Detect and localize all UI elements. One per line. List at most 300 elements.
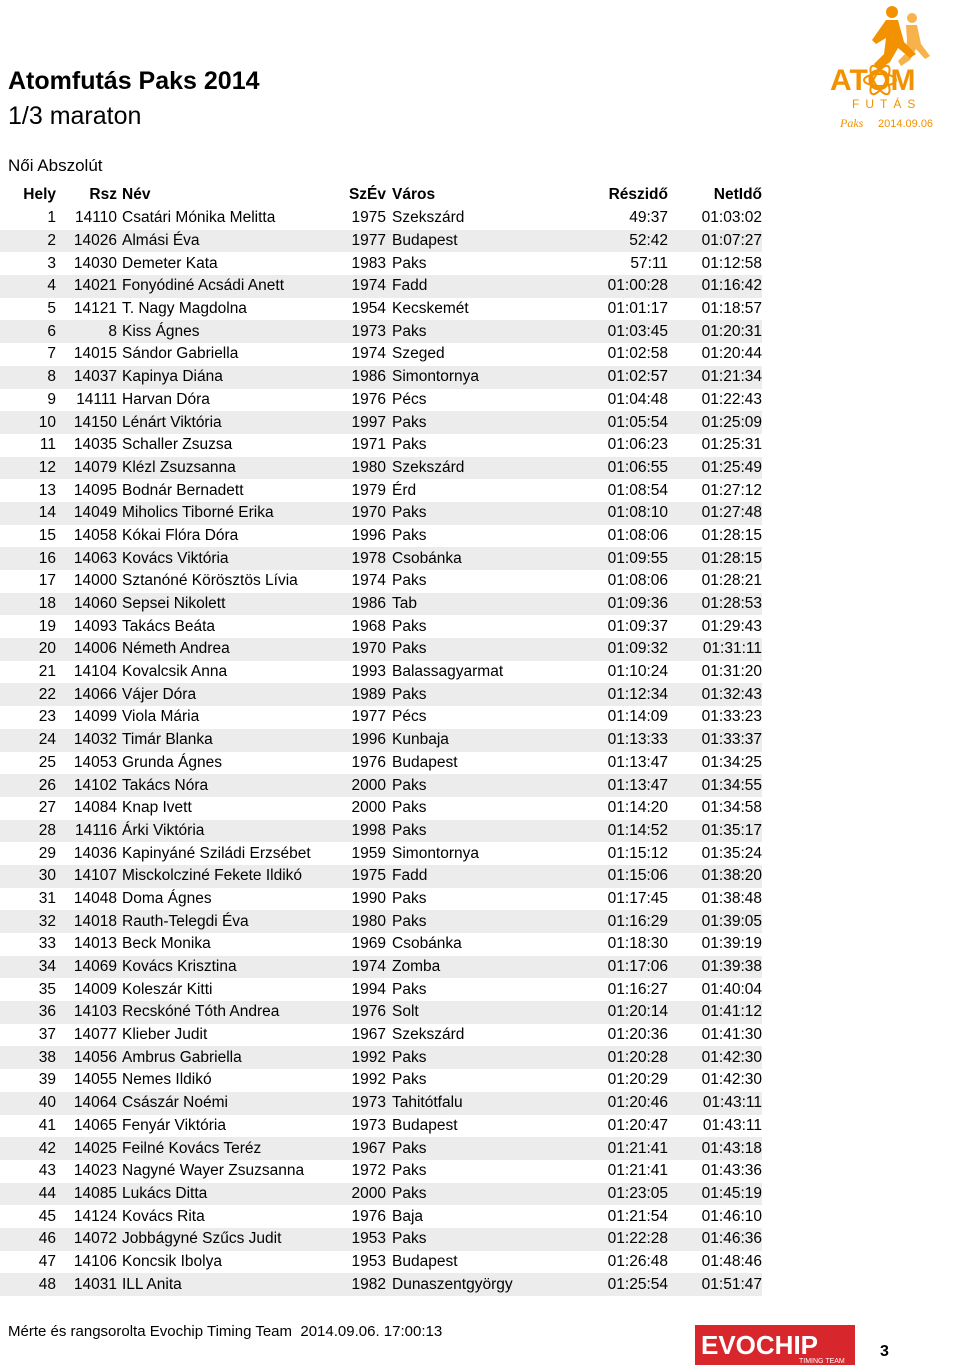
cell-reszido: 01:20:29 [607,1071,668,1089]
cell-rsz: 14099 [73,708,117,726]
cell-rsz: 14055 [73,1071,117,1089]
table-row [0,683,762,706]
cell-nev: Kovács Viktória [117,547,338,570]
col-varos: Város [392,185,436,203]
table-row [0,389,762,412]
logo-date: 2014.09.06 [878,118,934,130]
cell-rsz: 14053 [73,753,117,771]
cell-hely: 34 [0,956,56,979]
cell-reszido: 01:16:27 [607,980,668,998]
cell-rsz: 14079 [56,457,117,480]
cell-netido: 01:33:23 [701,708,762,726]
cell-netido: 01:46:36 [668,1228,762,1251]
cell-reszido: 01:23:05 [530,1183,668,1206]
cell-netido: 01:34:58 [701,799,762,817]
cell-varos: Paks [386,910,530,933]
section-heading: Női Abszolút [8,156,103,175]
cell-reszido: 01:06:55 [530,457,668,480]
cell-netido: 01:41:12 [668,1001,762,1024]
atomfutas-logo [800,0,960,135]
table-row [0,411,762,434]
cell-varos: Simontornya [386,366,530,389]
cell-hely: 21 [38,663,56,681]
cell-nev: Kapinya Diána [117,366,338,389]
cell-hely: 10 [0,411,56,434]
cell-szev: 1953 [351,1252,386,1270]
cell-szev: 1980 [338,910,386,933]
cell-netido: 01:45:19 [668,1183,762,1206]
cell-varos: Paks [386,320,530,343]
cell-reszido: 01:02:58 [607,345,668,363]
cell-rsz: 14150 [56,411,117,434]
cell-hely: 19 [38,617,56,635]
cell-szev: 1975 [338,865,386,888]
table-row [0,661,762,684]
cell-rsz: 14018 [56,910,117,933]
cell-rsz: 14000 [73,572,117,590]
cell-szev: 1968 [351,617,386,635]
table-row [0,797,762,820]
cell-varos: Balassagyarmat [392,663,504,681]
table-row [0,706,762,729]
cell-netido: 01:25:31 [701,436,762,454]
cell-netido: 01:34:55 [668,774,762,797]
cell-hely: 36 [0,1001,56,1024]
cell-reszido: 49:37 [629,209,668,227]
cell-rsz: 14036 [73,844,117,862]
cell-reszido: 01:20:46 [530,1092,668,1115]
cell-nev: Grunda Ágnes [122,753,222,771]
cell-rsz: 14116 [56,820,117,843]
cell-hely: 47 [38,1252,56,1270]
cell-varos: Paks [392,526,427,544]
cell-varos: Fadd [386,865,530,888]
cell-nev: Almási Éva [117,230,338,253]
cell-szev: 1954 [351,300,386,318]
cell-rsz: 14048 [73,889,117,907]
cell-nev: Kiss Ágnes [117,320,338,343]
cell-reszido: 01:13:47 [530,774,668,797]
cell-rsz: 14084 [73,799,117,817]
table-row [0,298,762,321]
cell-nev: Schaller Zsuzsa [122,436,233,454]
cell-rsz: 14102 [56,774,117,797]
cell-reszido: 01:21:54 [607,1207,668,1225]
col-szev: SzÉv [348,185,386,203]
cell-szev: 1994 [351,980,386,998]
cell-nev: Jobbágyné Szűcs Judit [117,1228,338,1251]
cell-reszido: 01:04:48 [607,390,668,408]
cell-nev: Klézl Zsuzsanna [117,457,338,480]
cell-varos: Szeged [392,345,445,363]
cell-reszido: 01:09:32 [530,638,668,661]
cell-hely: 26 [0,774,56,797]
logo-tag: Paks [840,116,864,130]
cell-nev: Recskóné Tóth Andrea [117,1001,338,1024]
cell-hely: 4 [0,275,56,298]
cell-varos: Paks [392,572,427,590]
table-row [0,1115,762,1138]
cell-reszido: 01:08:10 [530,502,668,525]
cell-varos: Szekszárd [386,457,530,480]
table-row [0,1228,762,1251]
cell-varos: Budapest [392,753,458,771]
cell-szev: 1974 [338,956,386,979]
table-row [0,275,762,298]
cell-varos: Budapest [392,1116,458,1134]
cell-szev: 1976 [351,753,386,771]
cell-szev: 1973 [338,320,386,343]
cell-rsz: 14095 [73,481,117,499]
cell-szev: 1978 [338,547,386,570]
cell-reszido: 01:08:54 [607,481,668,499]
cell-hely: 22 [0,683,56,706]
table-row [0,1251,762,1274]
table-row [0,978,762,1001]
table-row [0,502,762,525]
cell-netido: 01:16:42 [668,275,762,298]
cell-varos: Tab [386,593,530,616]
cell-rsz: 14064 [56,1092,117,1115]
cell-hely: 14 [0,502,56,525]
cell-rsz: 14072 [56,1228,117,1251]
cell-nev: Sándor Gabriella [122,345,239,363]
cell-reszido: 01:05:54 [530,411,668,434]
cell-reszido: 01:13:33 [530,729,668,752]
cell-hely: 6 [0,320,56,343]
cell-szev: 1974 [351,572,386,590]
cell-netido: 01:25:49 [668,457,762,480]
cell-hely: 29 [38,844,56,862]
cell-netido: 01:29:43 [701,617,762,635]
cell-szev: 1974 [351,345,386,363]
cell-netido: 01:28:15 [668,547,762,570]
cell-netido: 01:25:09 [668,411,762,434]
cell-reszido: 01:13:47 [607,753,668,771]
cell-varos: Paks [392,799,427,817]
cell-netido: 01:12:58 [701,254,762,272]
table-row [0,343,762,366]
cell-rsz: 14021 [56,275,117,298]
cell-reszido: 57:11 [630,254,668,272]
cell-varos: Szekszárd [392,1026,465,1044]
table-row [0,729,762,752]
cell-varos: Paks [386,1228,530,1251]
cell-varos: Pécs [392,390,427,408]
cell-netido: 01:43:11 [702,1116,762,1134]
table-row [0,434,762,457]
cell-varos: Paks [386,1137,530,1160]
cell-netido: 01:07:27 [668,230,762,253]
cell-rsz: 14031 [56,1273,117,1296]
cell-hely: 33 [38,935,56,953]
cell-nev: Takács Nóra [117,774,338,797]
cell-reszido: 01:17:06 [530,956,668,979]
table-row [0,207,762,230]
cell-nev: Knap Ivett [122,799,192,817]
table-row [0,525,762,548]
col-hely: Hely [23,185,56,203]
cell-rsz: 14058 [73,526,117,544]
table-row [0,752,762,775]
cell-szev: 1959 [351,844,386,862]
cell-netido: 01:31:20 [701,663,762,681]
cell-rsz: 14085 [56,1183,117,1206]
cell-reszido: 01:17:45 [607,889,668,907]
cell-szev: 1976 [351,390,386,408]
cell-rsz: 14035 [73,436,117,454]
cell-nev: Kovalcsik Anna [122,663,228,681]
cell-szev: 1992 [351,1071,386,1089]
cell-nev: Doma Ágnes [122,889,212,907]
cell-szev: 1973 [351,1116,386,1134]
cell-hely: 12 [0,457,56,480]
table-row [0,1137,762,1160]
cell-reszido: 01:14:52 [530,820,668,843]
cell-szev: 1975 [351,209,386,227]
cell-rsz: 14103 [56,1001,117,1024]
cell-reszido: 01:12:34 [530,683,668,706]
cell-nev: Árki Viktória [117,820,338,843]
cell-netido: 01:39:19 [701,935,762,953]
cell-nev: Lénárt Viktória [117,411,338,434]
cell-netido: 01:42:30 [668,1046,762,1069]
cell-varos: Budapest [386,230,530,253]
cell-netido: 01:03:02 [701,209,762,227]
cell-nev: Németh Andrea [117,638,338,661]
cell-netido: 01:35:24 [701,844,762,862]
cell-varos: Paks [392,1162,427,1180]
cell-hely: 11 [39,436,56,454]
table-row [0,252,762,275]
cell-nev: Csatári Mónika Melitta [122,209,276,227]
cell-reszido: 01:06:23 [607,436,668,454]
cell-netido: 01:39:05 [668,910,762,933]
cell-szev: 2000 [338,1183,386,1206]
cell-netido: 01:20:44 [701,345,762,363]
table-row [0,1092,762,1115]
cell-rsz: 8 [56,320,117,343]
table-row [0,593,762,616]
cell-hely: 31 [38,889,56,907]
cell-rsz: 14030 [73,254,117,272]
table-row [0,933,762,956]
cell-rsz: 14015 [73,345,117,363]
cell-reszido: 01:08:06 [607,526,668,544]
cell-reszido: 01:01:17 [607,300,668,318]
cell-hely: 9 [47,390,56,408]
cell-varos: Paks [392,1071,427,1089]
cell-rsz: 14066 [56,683,117,706]
cell-hely: 2 [0,230,56,253]
cell-netido: 01:42:30 [701,1071,762,1089]
cell-szev: 1977 [338,230,386,253]
footer-credit [8,1323,442,1340]
cell-nev: Viola Mária [122,708,200,726]
cell-nev: Lukács Ditta [117,1183,338,1206]
results-table [0,182,762,1296]
cell-nev: Demeter Kata [122,254,218,272]
cell-varos: Solt [386,1001,530,1024]
cell-szev: 1970 [338,502,386,525]
table-row [0,820,762,843]
cell-hely: 41 [38,1116,56,1134]
cell-rsz: 14110 [75,209,117,227]
cell-szev: 1993 [351,663,386,681]
cell-netido: 01:27:12 [701,481,762,499]
page-title: Atomfutás Paks 2014 [8,67,260,95]
cell-varos: Zomba [386,956,530,979]
cell-nev: Takács Beáta [122,617,216,635]
cell-reszido: 01:21:41 [607,1162,668,1180]
cell-nev: Fenyár Viktória [122,1116,226,1134]
cell-netido: 01:38:20 [668,865,762,888]
footer-text: Mérte és rangsorolta Evochip Timing Team [8,1323,293,1340]
table-row [0,1069,762,1092]
cell-netido: 01:43:11 [668,1092,762,1115]
cell-varos: Budapest [392,1252,458,1270]
cell-szev: 2000 [351,799,386,817]
table-row [0,1273,762,1296]
cell-nev: Kovács Krisztina [117,956,338,979]
cell-reszido: 01:16:29 [530,910,668,933]
cell-szev: 1971 [351,436,386,454]
cell-nev: Harvan Dóra [122,390,210,408]
cell-hely: 8 [0,366,56,389]
cell-hely: 16 [0,547,56,570]
cell-rsz: 14106 [73,1252,117,1270]
cell-varos: Paks [386,502,530,525]
cell-hely: 23 [38,708,56,726]
cell-rsz: 14124 [73,1207,117,1225]
evochip-logo [695,1321,855,1367]
cell-varos: Dunaszentgyörgy [386,1273,530,1296]
cell-reszido: 01:20:47 [607,1116,668,1134]
cell-rsz: 14023 [73,1162,117,1180]
cell-netido: 01:40:04 [701,980,762,998]
cell-varos: Paks [386,683,530,706]
cell-hely: 44 [0,1183,56,1206]
cell-nev: Sepsei Nikolett [117,593,338,616]
table-row [0,1205,762,1228]
cell-netido: 01:20:31 [668,320,762,343]
table-row [0,547,762,570]
cell-hely: 30 [0,865,56,888]
logo-subtext: FUTÁS [852,97,922,111]
cell-hely: 3 [47,254,56,272]
table-row [0,320,762,343]
cell-reszido: 01:20:36 [607,1026,668,1044]
cell-hely: 27 [38,799,56,817]
cell-varos: Csobánka [392,935,462,953]
cell-rsz: 14063 [56,547,117,570]
evochip-sub: TIMING TEAM [799,1358,845,1365]
cell-reszido: 01:15:06 [530,865,668,888]
cell-hely: 25 [38,753,56,771]
cell-hely: 48 [0,1273,56,1296]
cell-nev: T. Nagy Magdolna [122,300,247,318]
cell-rsz: 14037 [56,366,117,389]
col-reszido: Részidő [608,185,668,203]
cell-netido: 01:28:15 [701,526,762,544]
cell-szev: 1998 [338,820,386,843]
cell-netido: 01:18:57 [701,300,762,318]
cell-netido: 01:28:21 [701,572,762,590]
cell-hely: 18 [0,593,56,616]
cell-varos: Baja [392,1207,424,1225]
page-subtitle: 1/3 maraton [8,102,142,130]
cell-nev: Miholics Tiborné Erika [117,502,338,525]
cell-nev: Sztanóné Körösztös Lívia [122,572,298,590]
cell-reszido: 52:42 [530,230,668,253]
cell-hely: 32 [0,910,56,933]
cell-varos: Paks [392,617,427,635]
cell-rsz: 14121 [73,300,117,318]
cell-szev: 1953 [338,1228,386,1251]
cell-nev: ILL Anita [117,1273,338,1296]
cell-hely: 15 [38,526,56,544]
cell-szev: 1992 [338,1046,386,1069]
cell-nev: Kovács Rita [122,1207,205,1225]
cell-szev: 1997 [338,411,386,434]
table-row [0,457,762,480]
cell-varos: Paks [386,1046,530,1069]
cell-varos: Paks [392,980,427,998]
cell-varos: Paks [386,638,530,661]
cell-netido: 01:51:47 [668,1273,762,1296]
col-rsz: Rsz [89,185,117,203]
cell-netido: 01:21:34 [668,366,762,389]
cell-varos: Paks [386,1183,530,1206]
cell-szev: 1990 [351,889,386,907]
cell-varos: Szekszárd [392,209,465,227]
cell-rsz: 14065 [73,1116,117,1134]
cell-hely: 40 [0,1092,56,1115]
table-row [0,479,762,502]
cell-rsz: 14009 [73,980,117,998]
cell-hely: 37 [38,1026,56,1044]
cell-varos: Paks [392,254,427,272]
cell-netido: 01:28:53 [668,593,762,616]
cell-varos: Paks [392,436,427,454]
cell-varos: Paks [386,820,530,843]
cell-rsz: 14069 [56,956,117,979]
cell-nev: Koleszár Kitti [122,980,213,998]
cell-rsz: 14025 [56,1137,117,1160]
cell-hely: 39 [38,1071,56,1089]
cell-reszido: 01:22:28 [530,1228,668,1251]
table-row [0,888,762,911]
cell-nev: Császár Noémi [117,1092,338,1115]
table-row [0,956,762,979]
cell-szev: 1979 [351,481,386,499]
col-nev: Név [122,185,151,203]
cell-hely: 5 [47,300,56,318]
cell-nev: Kókai Flóra Dóra [122,526,239,544]
cell-szev: 1989 [338,683,386,706]
cell-szev: 1973 [338,1092,386,1115]
cell-netido: 01:35:17 [668,820,762,843]
cell-netido: 01:43:18 [668,1137,762,1160]
cell-nev: Bodnár Bernadett [122,481,244,499]
cell-nev: Timár Blanka [117,729,338,752]
cell-rsz: 14049 [56,502,117,525]
cell-varos: Kunbaja [386,729,530,752]
cell-hely: 28 [0,820,56,843]
cell-varos: Tahitótfalu [386,1092,530,1115]
cell-reszido: 01:15:12 [607,844,668,862]
cell-varos: Érd [392,481,417,499]
